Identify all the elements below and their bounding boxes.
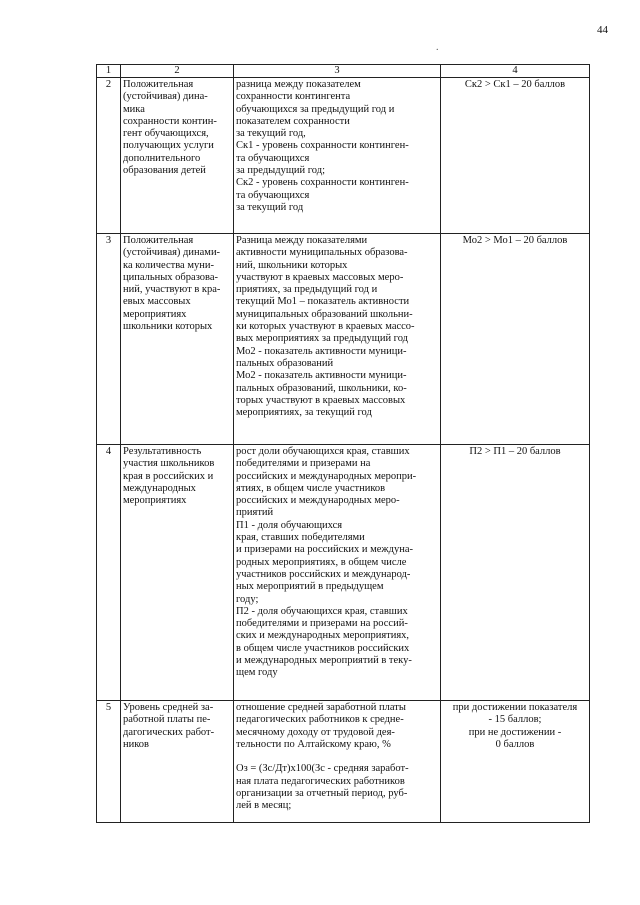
table-row [97,234,590,445]
method-cell: Разница между показателями активности муниципальных образова- ний, школьники которых участвуют в краевых массовых меро- приятиях, за предыдущий год и текущий Мо1 – показатель активности муниципальных образований школьни- ки которых участвуют в краевых массо- вых мероприятиях за предыдущий год Мо2 - показатель активности муници- пальных образований Мо2 - показатель активности муници- пальных образований, школьники, ко- торых участвуют в краевых массовых мероприятиях, за текущий год [234,234,441,445]
criterion-cell: Положительная (устойчивая) динами- ка количества муни- ципальных образова- ний, участвуют в кра- евых массовых мероприятиях школьники которых [121,234,234,445]
method-cell: рост доли обучающихся края, ставших победителями и призерами на российских и международных меропри- ятиях, в общем числе участников российских и международных меро- приятий П1 - доля обучающихся края, ставших победителями и призерами на российских и междуна- родных мероприятиях, в общем числе участников российских и международ- ных мероприятий в предыдущем году; П2 - доля обучающихся края, ставших победителями и призерами на россий- ских и международных мероприятиях, в общем числе участников российских и международных мероприятий в теку- щем году [234,445,441,701]
table-row [97,445,590,701]
score-cell: при достижении показателя - 15 баллов; при не достижении - 0 баллов [441,701,590,823]
row-number: 5 [97,701,121,823]
method-cell: отношение средней заработной платы педагогических работников к средне- месячному доходу от трудовой дея- тельности по Алтайскому краю, % Оз = (Зс/Дт)х100(Зс - средняя заработ- ная плата педагогических работников организации за отчетный период, руб- лей в месяц; [234,701,441,823]
score-cell: Ск2 > Ск1 – 20 баллов [441,78,590,234]
table-header-row [97,65,590,78]
table-row [97,78,590,234]
row-number: 4 [97,445,121,701]
row-number: 3 [97,234,121,445]
row-number: 2 [97,78,121,234]
criterion-cell: Результативность участия школьников края в российских и международных мероприятиях [121,445,234,701]
criterion-cell: Положительная (устойчивая) дина- мика сохранности контин- гент обучающихся, получающих услуги дополнительного образования детей [121,78,234,234]
header-col-4: 4 [441,65,590,78]
header-col-3: 3 [234,65,441,78]
criteria-table [96,64,590,823]
score-cell: Мо2 > Мо1 – 20 баллов [441,234,590,445]
table-row [97,701,590,823]
method-cell: разница между показателем сохранности контингента обучающихся за предыдущий год и показателем сохранности за текущий год, Ск1 - уровень сохранности континген- та обучающихся за предыдущий год; Ск2 - уровень сохранности континген- та обучающихся за текущий год [234,78,441,234]
page-mark: . [436,42,439,53]
criterion-cell: Уровень средней за- работной платы пе- дагогических работ- ников [121,701,234,823]
header-col-1: 1 [97,65,121,78]
score-cell: П2 > П1 – 20 баллов [441,445,590,701]
header-col-2: 2 [121,65,234,78]
page-number: 44 [597,24,608,36]
